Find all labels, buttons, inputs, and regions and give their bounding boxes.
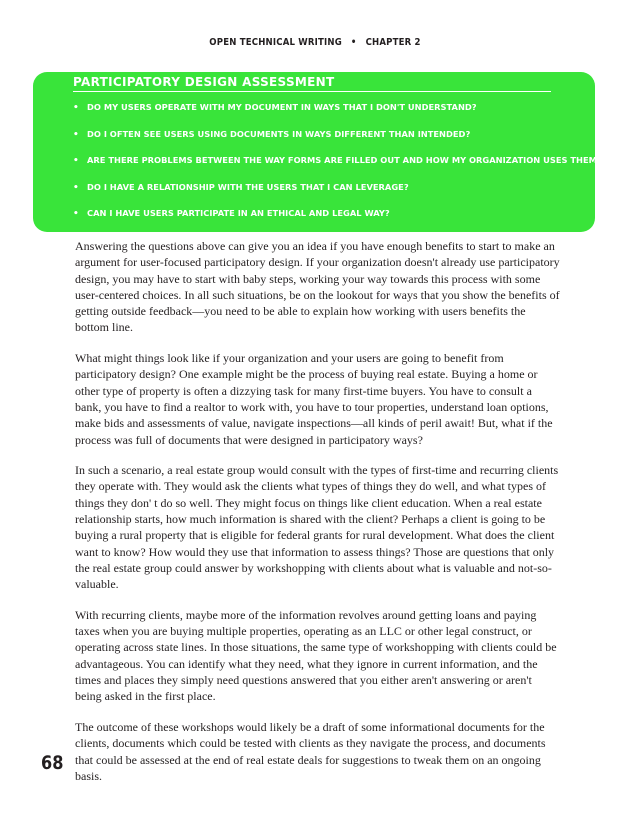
assessment-question-list	[73, 98, 602, 231]
body-paragraph: Answering the questions above can give you an idea if you have enough benefits to start to make an argument for user-focused participatory design. If your organization doesn't already use participatory design, you may have to start with baby steps, working your way towards this process with some user-centered choices. In all such situations, be on the lookout for ways that you show the benefits of getting outside feedback—you need to be able to explain how working with users benefits the bottom line.	[75, 239, 560, 335]
assessment-callout-box	[33, 72, 602, 232]
chapter-label: CHAPTER 2	[365, 37, 421, 48]
body-paragraph: The outcome of these workshops would likely be a draft of some informational documents for the clients, documents which could be tested with clients as they navigate the process, and documents that could be assessed at the end of real estate deals for suggestions to tweak them on an ongoing basis.	[75, 719, 546, 783]
question-item	[73, 178, 602, 205]
book-title: OPEN TECHNICAL WRITING	[209, 37, 342, 48]
question-item	[73, 204, 602, 231]
body-text	[75, 238, 561, 798]
question-text: DO I OFTEN SEE USERS USING DOCUMENTS IN WAYS DIFFERENT THAN INTENDED?	[87, 128, 471, 139]
question-item	[73, 151, 602, 178]
question-item	[73, 98, 602, 125]
bullet-icon: •	[73, 209, 79, 219]
bullet-icon: •	[73, 129, 79, 140]
body-paragraph: With recurring clients, maybe more of the information revolves around getting loans and paying taxes when you are buying multiple properties, operating as an LLC or other legal construct, or operating across state lines. In those situations, the same type of workshopping with clients could be advantageous. You can identify what they need, what they ignore in current information, and the times and places they simply need questions answered that you either aren't answering or aren't being asked in the first place.	[75, 607, 557, 704]
body-paragraph: In such a scenario, a real estate group would consult with the types of first-time and recurring clients they operate with. They would ask the clients what types of things they do well, and what types of things they don' t do so well. They might focus on things like client education. When a real estate relationship starts, how much information is shared with the client? Perhaps a client is going to be buying a rural property that is eligible for federal grants for rural development. What does the client want to know? How would they use that information to assess things? Those are questions that only the real estate group could answer by workshopping with clients about what is valuable and not-so-valuable.	[75, 463, 559, 592]
question-text: ARE THERE PROBLEMS BETWEEN THE WAY FORMS ARE FILLED OUT AND HOW MY ORGANIZATION USES THEM?	[87, 155, 602, 165]
bullet-icon: •	[73, 182, 79, 193]
running-header	[32, 37, 599, 48]
body-paragraph: What might things look like if your organization and your users are going to benefit from participatory design? One example might be the process of buying real estate. Buying a home or other type of property is often a dizzying task for many first-time buyers. You have to consult a bank, you have to find a realtor to work with, you have to tour properties, understand loan options, make bids and assessments of value, navigate inspections—all kinds of peril await! But, what if the process was full of documents that were designed in participatory ways?	[75, 351, 553, 447]
question-text: CAN I HAVE USERS PARTICIPATE IN AN ETHICAL AND LEGAL WAY?	[87, 208, 390, 218]
question-text: DO MY USERS OPERATE WITH MY DOCUMENT IN WAYS THAT I DON'T UNDERSTAND?	[87, 102, 477, 112]
bullet-icon: •	[73, 156, 79, 166]
bullet-icon: •	[73, 103, 79, 113]
question-item	[73, 125, 602, 152]
callout-title: PARTICIPATORY DESIGN ASSESSMENT	[73, 75, 551, 92]
question-text: DO I HAVE A RELATIONSHIP WITH THE USERS THAT I CAN LEVERAGE?	[87, 181, 409, 192]
header-separator: •	[350, 37, 357, 48]
page-number: 68	[41, 752, 64, 774]
